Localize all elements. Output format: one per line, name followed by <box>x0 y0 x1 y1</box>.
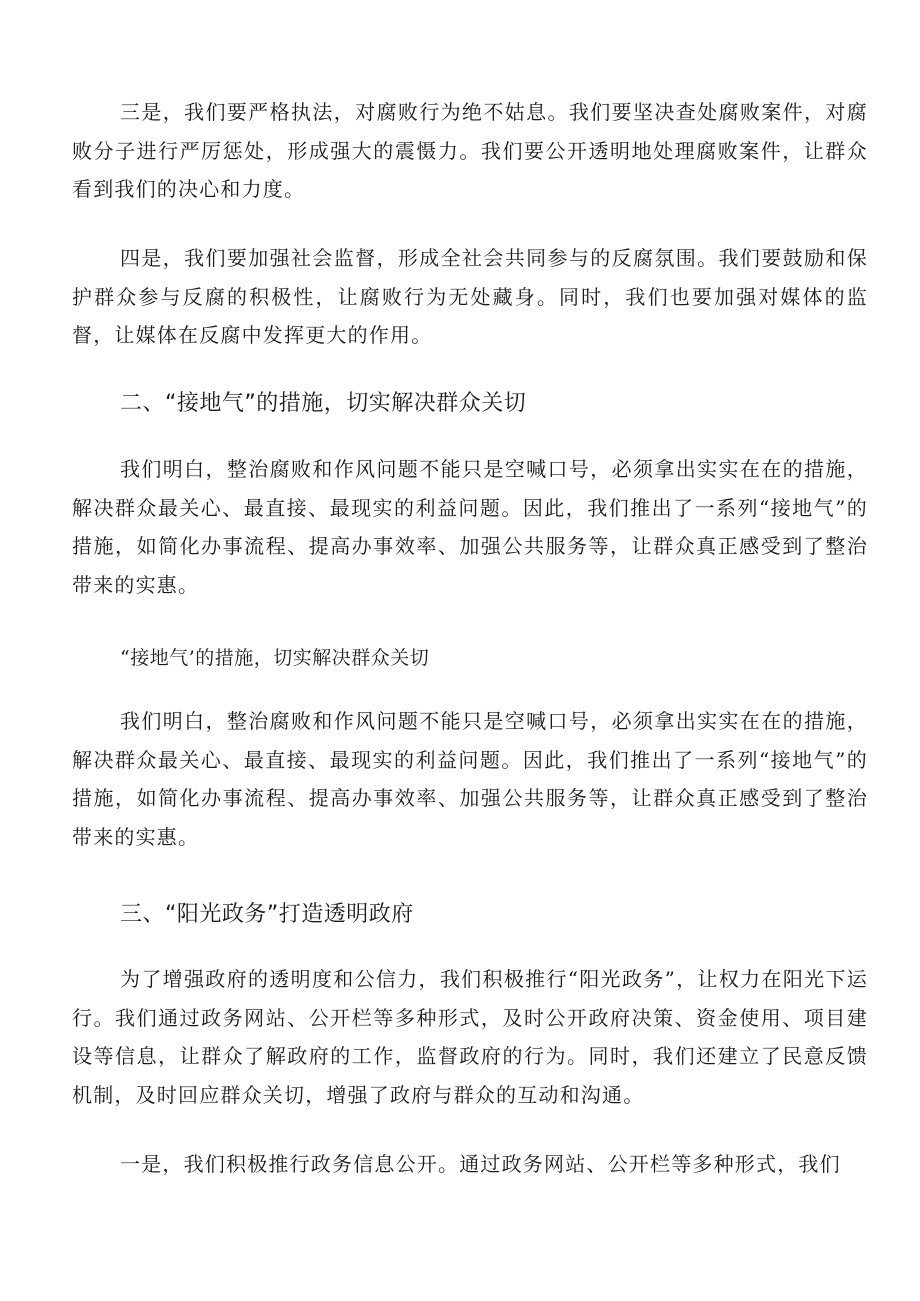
sub-heading-practical-measures: “接地气’的措施，切实解决群众关切 <box>120 647 430 669</box>
paragraph-three-strict-enforcement: 三是，我们要严格执法，对腐败行为绝不姑息。我们要坚决查处腐败案件，对腐败分子进行严厉惩处，形成强大的震慑力。我们要公开透明地处理腐败案件，让群众看到我们的决心和力度。 <box>72 100 868 201</box>
paragraph-practical-measures-repeat: 我们明白，整治腐败和作风问题不能只是空喊口号，必须拿出实实在在的措施，解决群众最关心、最直接、最现实的利益问题。因此，我们推出了一系列“接地气”的措施，如简化办事流程、提高办事效率、加强公共服务等，让群众真正感受到了整治带来的实惠。 <box>72 709 868 849</box>
paragraph-practical-measures: 我们明白，整治腐败和作风问题不能只是空喊口号，必须拿出实实在在的措施，解决群众最关心、最直接、最现实的利益问题。因此，我们推出了一系列“接地气”的措施，如简化办事流程、提高办事效率、加强公共服务等，让群众真正感受到了整治带来的实惠。 <box>72 457 868 597</box>
paragraph-four-social-supervision: 四是，我们要加强社会监督，形成全社会共同参与的反腐氛围。我们要鼓励和保护群众参与反腐的积极性，让腐败行为无处藏身。同时，我们也要加强对媒体的监督，让媒体在反腐中发挥更大的作用。 <box>72 246 868 347</box>
section-heading-three: 三、“阳光政务”打造透明政府 <box>120 902 414 927</box>
paragraph-sunshine-government: 为了增强政府的透明度和公信力，我们积极推行“阳光政务”，让权力在阳光下运行。我们通过政务网站、公开栏等多种形式，及时公开政府决策、资金使用、项目建设等信息，让群众了解政府的工作，监督政府的行为。同时，我们还建立了民意反馈机制，及时回应群众关切，增强了政府与群众的互动和沟通。 <box>72 967 868 1107</box>
paragraph-info-disclosure: 一是，我们积极推行政务信息公开。通过政务网站、公开栏等多种形式，我们 <box>120 1152 841 1176</box>
section-heading-two: 二、“接地气”的措施，切实解决群众关切 <box>120 391 527 416</box>
